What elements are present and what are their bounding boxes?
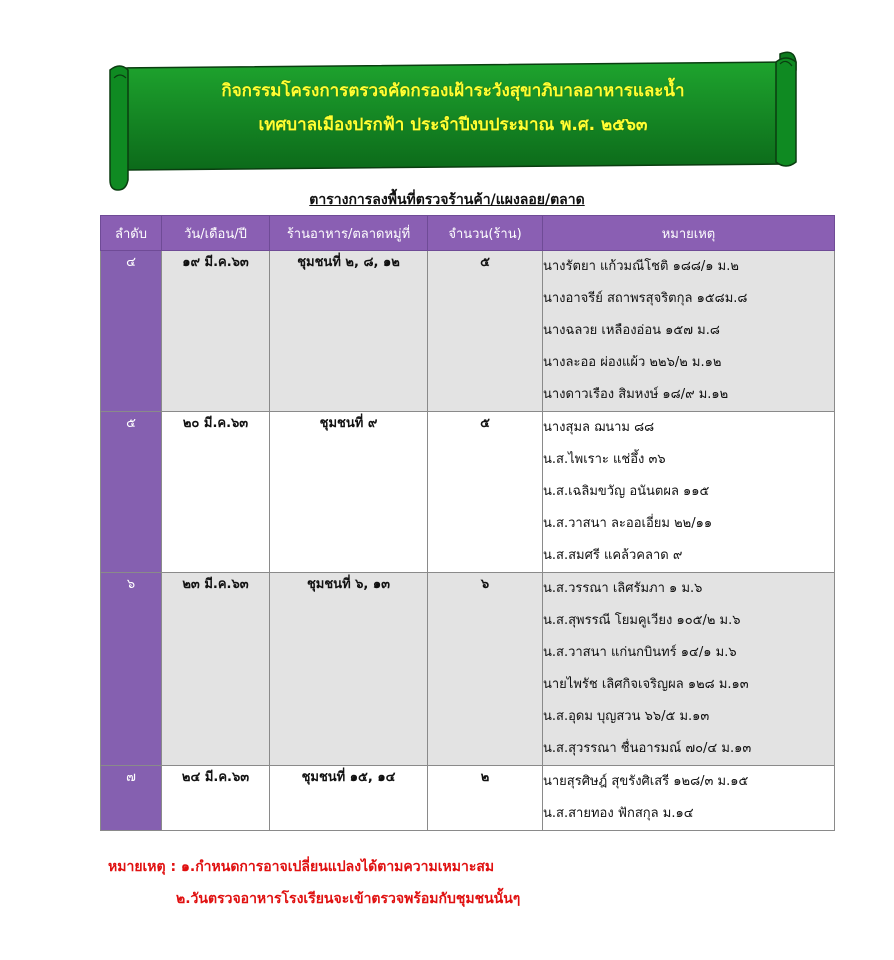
- count-cell: ๖: [428, 573, 543, 766]
- header-date: วัน/เดือน/ปี: [162, 216, 270, 251]
- note-line: น.ส.อุดม บุญสวน ๖๖/๕ ม.๑๓: [543, 709, 710, 724]
- order-cell: ๔: [101, 251, 162, 412]
- note-line: นางละออ ผ่องแผ้ว ๒๒๖/๒ ม.๑๒: [543, 355, 722, 370]
- notes-cell: [543, 251, 835, 412]
- footer-note-2: [176, 888, 520, 910]
- date-cell: ๒๐ มี.ค.๖๓: [162, 412, 270, 573]
- title-banner: [104, 48, 804, 193]
- count-cell: ๕: [428, 251, 543, 412]
- date-cell: ๒๔ มี.ค.๖๓: [162, 766, 270, 831]
- notes-cell: [543, 766, 835, 831]
- note-line: นายไพรัช เลิศกิจเจริญผล ๑๒๘ ม.๑๓: [543, 677, 749, 692]
- community-cell: ชุมชนที่ ๖, ๑๓: [270, 573, 428, 766]
- note-line: น.ส.สุพรรณี โยมคูเวียง ๑๐๕/๒ ม.๖: [543, 613, 741, 628]
- header-notes: หมายเหตุ: [543, 216, 835, 251]
- date-cell: ๑๙ มี.ค.๖๓: [162, 251, 270, 412]
- banner-title-line1: กิจกรรมโครงการตรวจคัดกรองเฝ้าระวังสุขาภิบาลอาหารและน้ำ: [221, 81, 685, 101]
- community-cell: ชุมชนที่ ๑๕, ๑๔: [270, 766, 428, 831]
- note-line: น.ส.สุวรรณา ชื่นอารมณ์ ๗๐/๔ ม.๑๓: [543, 741, 752, 756]
- banner-title-line2: เทศบาลเมืองปรกฟ้า ประจำปีงบประมาณ พ.ศ. ๒๕๖๓: [258, 115, 648, 135]
- order-cell: ๕: [101, 412, 162, 573]
- table-row: [101, 573, 835, 766]
- count-cell: ๕: [428, 412, 543, 573]
- footer-note-2-text: ๒.วันตรวจอาหารโรงเรียนจะเข้าตรวจพร้อมกับชุมชนนั้นๆ: [176, 891, 521, 907]
- table-subtitle: ตารางการลงพื้นที่ตรวจร้านค้า/แผงลอย/ตลาด: [309, 192, 585, 208]
- order-cell: ๗: [101, 766, 162, 831]
- note-line: น.ส.สายทอง ฟักสกุล ม.๑๔: [543, 806, 694, 821]
- banner-text: [128, 74, 778, 142]
- community-cell: ชุมชนที่ ๙: [270, 412, 428, 573]
- footer-note-1-text: ๑.กำหนดการอาจเปลี่ยนแปลงได้ตามความเหมาะสม: [180, 859, 495, 875]
- community-cell: ชุมชนที่ ๒, ๘, ๑๒: [270, 251, 428, 412]
- footer-note-1: [108, 856, 494, 878]
- note-line: นางอาจรีย์ สถาพรสุจริตกุล ๑๕๘ม.๘: [543, 291, 748, 306]
- notes-cell: [543, 573, 835, 766]
- date-cell: ๒๓ มี.ค.๖๓: [162, 573, 270, 766]
- header-order: ลำดับ: [101, 216, 162, 251]
- table-row: [101, 766, 835, 831]
- note-line: นางดาวเรือง สิมหงษ์ ๑๘/๙ ม.๑๒: [543, 387, 729, 402]
- note-line: น.ส.สมศรี แคล้วคลาด ๙: [543, 548, 683, 563]
- note-line: น.ส.เฉลิมขวัญ อนันตผล ๑๑๕: [543, 484, 710, 499]
- note-line: นางรัตยา แก้วมณีโชติ ๑๘๘/๑ ม.๒: [543, 259, 739, 274]
- note-line: นางสุมล ฌนาม ๘๘: [543, 420, 655, 435]
- note-line: นางฉลวย เหลืองอ่อน ๑๕๗ ม.๘: [543, 323, 720, 338]
- header-community: ร้านอาหาร/ตลาดหมู่ที่: [270, 216, 428, 251]
- note-line: นายสุรศิษฎ์ สุขรังศิเสรี ๑๒๘/๓ ม.๑๕: [543, 774, 749, 789]
- note-line: น.ส.วาสนา แก่นกบินทร์ ๑๔/๑ ม.๖: [543, 645, 737, 660]
- note-line: น.ส.วรรณา เลิศรัมภา ๑ ม.๖: [543, 581, 703, 596]
- note-line: น.ส.ไพเราะ แช่อึ้ง ๓๖: [543, 452, 666, 467]
- header-count: จำนวน(ร้าน): [428, 216, 543, 251]
- table-row: [101, 412, 835, 573]
- note-line: น.ส.วาสนา ละออเอี่ยม ๒๒/๑๑: [543, 516, 713, 531]
- inspection-schedule-table: [100, 215, 835, 831]
- footer-label: หมายเหตุ :: [108, 859, 177, 875]
- order-cell: ๖: [101, 573, 162, 766]
- table-header-row: [101, 216, 835, 251]
- count-cell: ๒: [428, 766, 543, 831]
- notes-cell: [543, 412, 835, 573]
- table-row: [101, 251, 835, 412]
